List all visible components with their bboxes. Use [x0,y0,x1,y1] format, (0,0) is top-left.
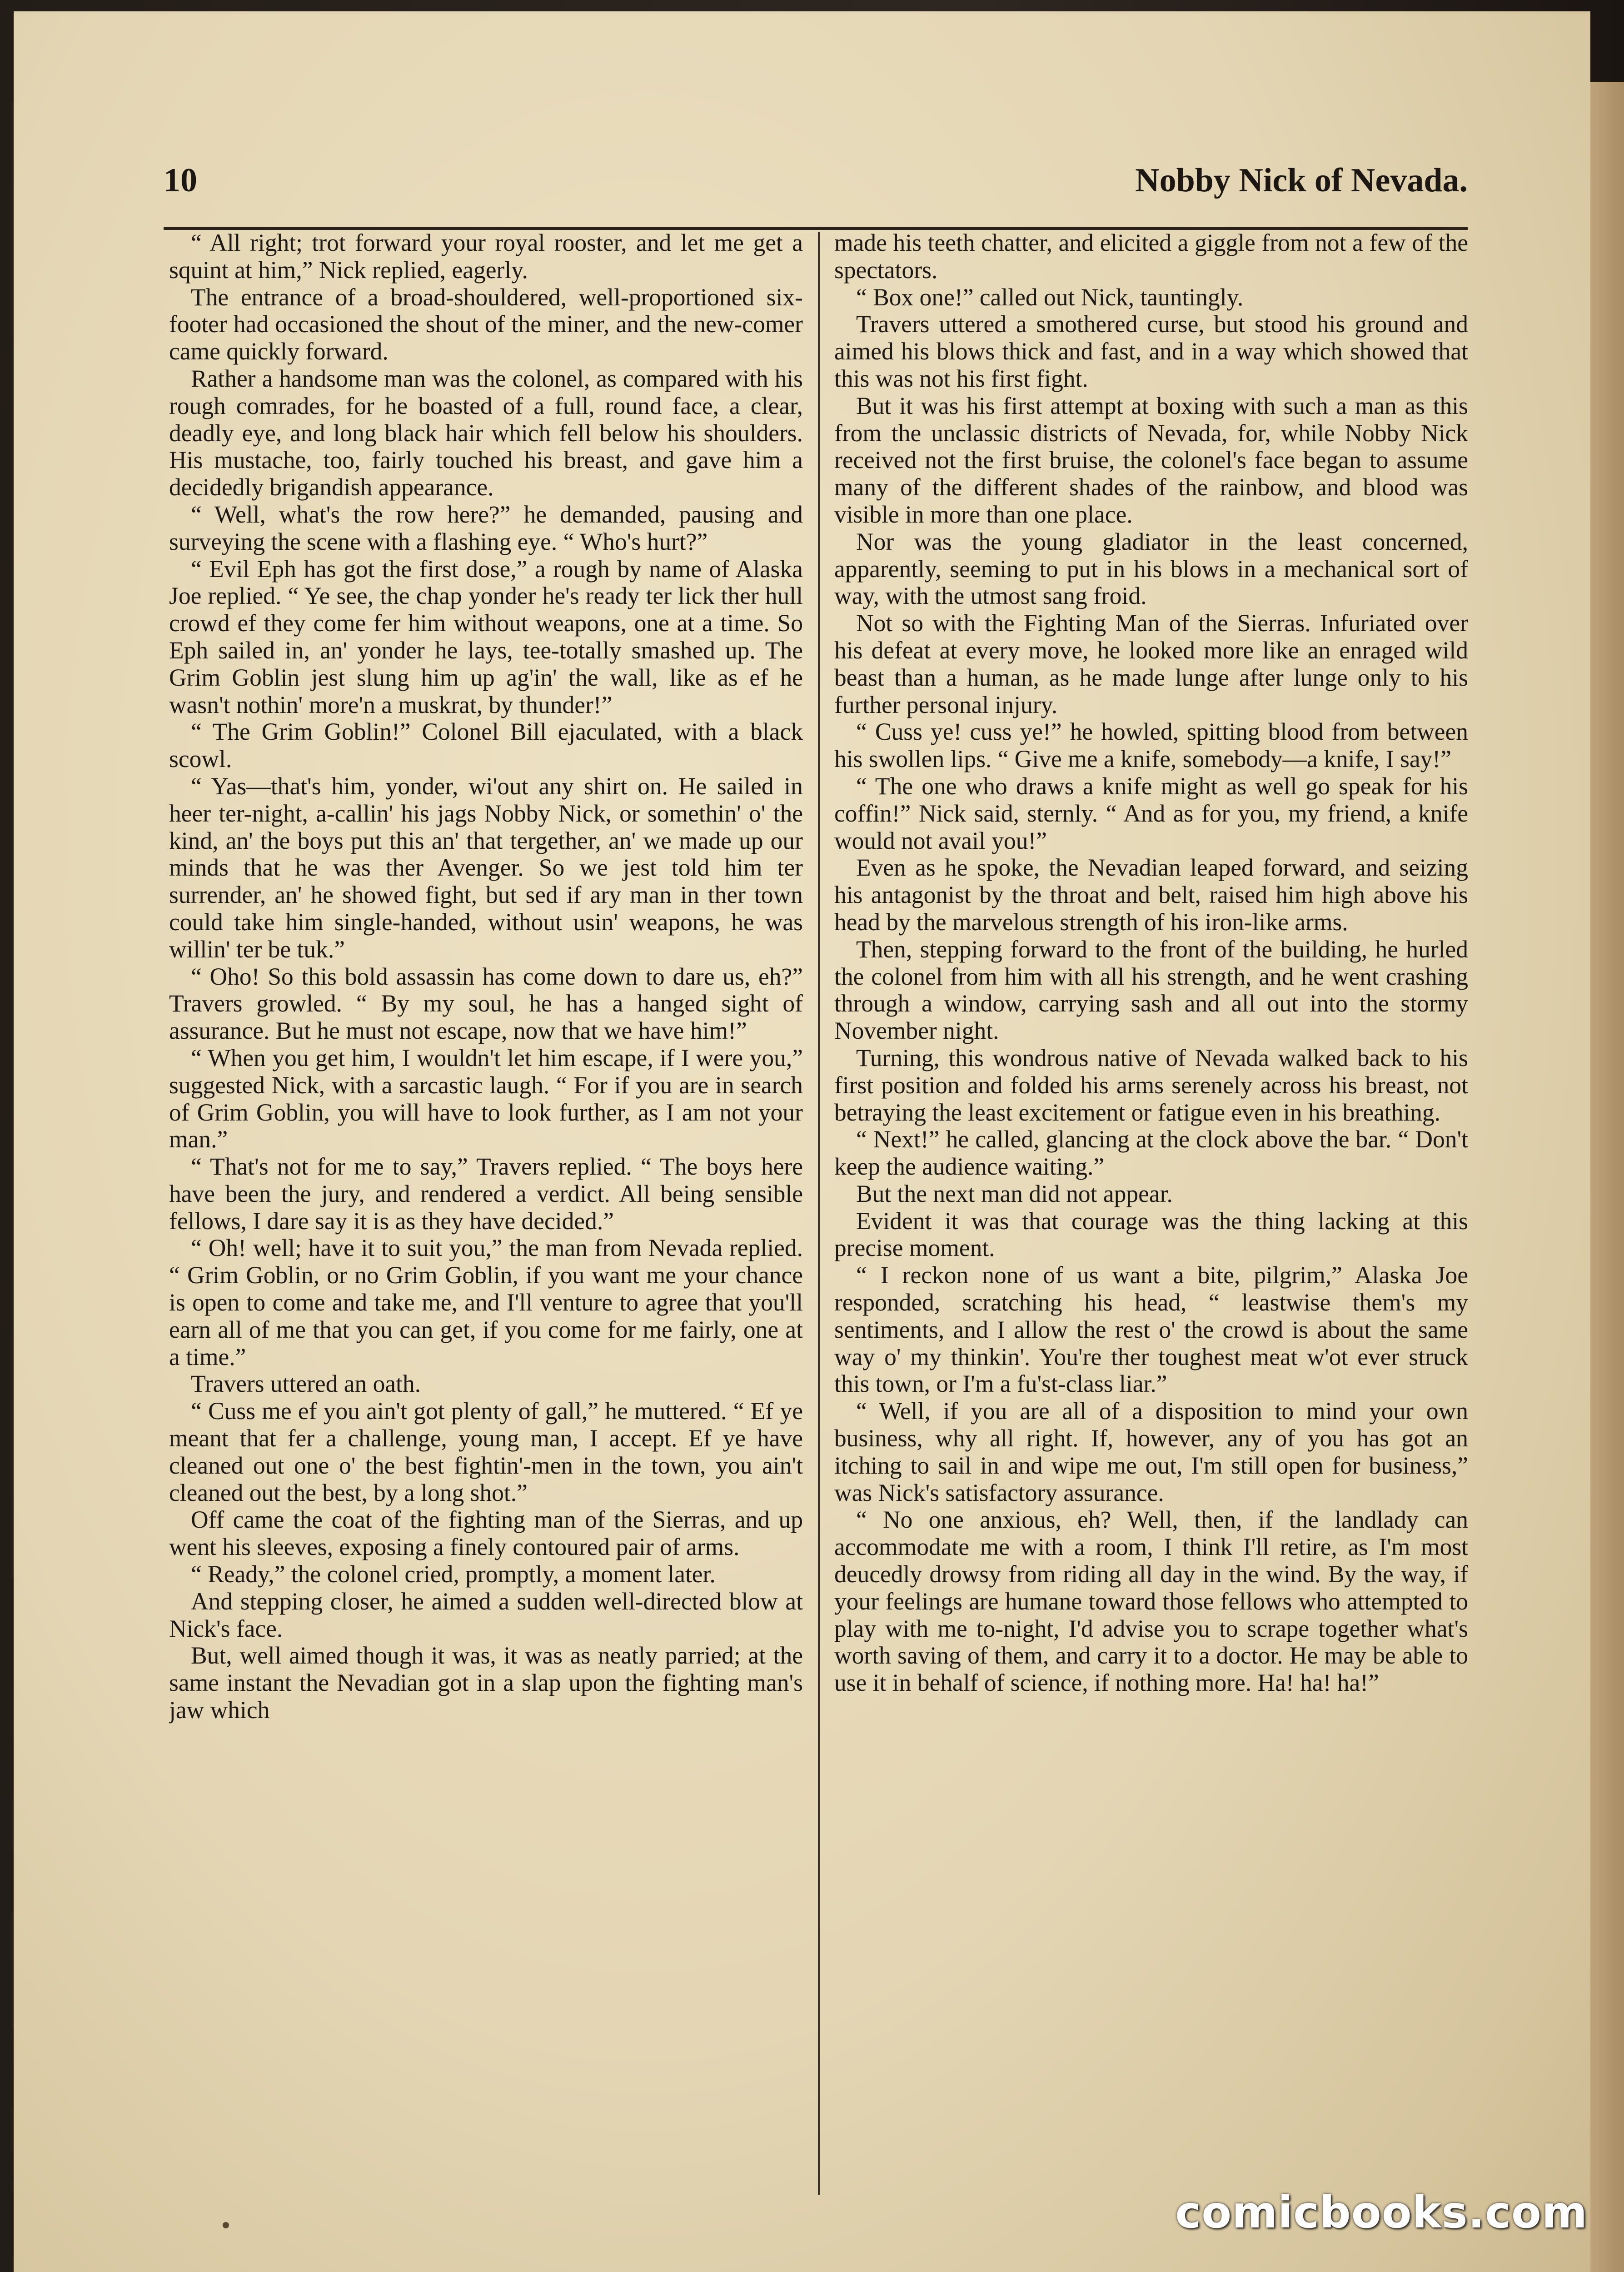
paragraph: And stepping closer, he aimed a sudden well-directed blow at Nick's face. [169,1587,803,1642]
paragraph: Evident it was that courage was the thing lacking at this precise moment. [834,1207,1468,1262]
left-column [169,229,803,2197]
paragraph: “ The Grim Goblin!” Colonel Bill ejaculated, with a black scowl. [169,718,803,773]
paragraph: But, well aimed though it was, it was as neatly parried; at the same instant the Nevadian got in a slap upon the fighting man's jaw which [169,1642,803,1724]
paragraph: “ Oh! well; have it to suit you,” the man from Nevada replied. “ Grim Goblin, or no Grim Goblin, if you want me your chance is open to come and take me, and I'll venture to agree that you'll earn all of me that you can get, if you come for me fairly, one at a time.” [169,1234,803,1370]
paragraph: “ Evil Eph has got the first dose,” a rough by name of Alaska Joe replied. “ Ye see, the chap yonder he's ready ter lick ther hull crowd ef they come fer him without weapons, one at a time. So Eph sailed in, an' yonder he lays, tee-totally smashed up. The Grim Goblin jest slung him up ag'in' the wall, like as ef he wasn't nothin' more'n a muskrat, by thunder!” [169,555,803,718]
paragraph: “ Oho! So this bold assassin has come down to dare us, eh?” Travers growled. “ By my soul, he has a hanged sight of assurance. But he must not escape, now that we have him!” [169,962,803,1045]
paragraph: “ Box one!” called out Nick, tauntingly. [856,283,1244,311]
paragraph: “ Cuss ye! cuss ye!” he howled, spitting blood from between his swollen lips. “ Give me a knife, somebody—a knife, I say!” [834,718,1468,773]
paragraph: Even as he spoke, the Nevadian leaped forward, and seizing his antagonist by the throat and belt, raised him high above his head by the marvelous strength of his iron-like arms. [834,854,1468,936]
paragraph: “ Ready,” the colonel cried, promptly, a moment later. [191,1560,716,1588]
paragraph: “ Well, what's the row here?” he demanded, pausing and surveying the scene with a flashing eye. “ Who's hurt?” [169,500,803,555]
running-title: Nobby Nick of Nevada. [1135,162,1468,199]
paragraph: “ When you get him, I wouldn't let him escape, if I were you,” suggested Nick, with a sarcastic laugh. “ For if you are in search of Grim Goblin, you will have to look further, as I am not your man.” [169,1044,803,1153]
ink-smudge [223,2222,229,2228]
paragraph: Travers uttered an oath. [191,1370,421,1398]
paragraph: “ Next!” he called, glancing at the clock above the bar. “ Don't keep the audience waiting.” [834,1126,1468,1181]
paragraph: “ That's not for me to say,” Travers replied. “ The boys here have been the jury, and rendered a verdict. All being sensible fellows, I dare say it is as they have decided.” [169,1153,803,1235]
paragraph: But the next man did not appear. [856,1180,1173,1207]
paragraph: Not so with the Fighting Man of the Sierras. Infuriated over his defeat at every move, he looked more like an enraged wild beast than a human, as he made lunge after lunge only to his further personal injury. [834,609,1468,718]
paragraph: Turning, this wondrous native of Nevada walked back to his first position and folded his arms serenely across his breast, not betraying the least excitement or fatigue even in his breathing. [834,1044,1468,1126]
page-header [164,161,1468,216]
paragraph: Off came the coat of the fighting man of the Sierras, and up went his sleeves, exposing a finely contoured pair of arms. [169,1506,803,1561]
paragraph: Then, stepping forward to the front of the building, he hurled the colonel from him with all his strength, and he went crashing through a window, carrying sash and all out into the stormy November night. [834,935,1468,1045]
paragraph: “ The one who draws a knife might as well go speak for his coffin!” Nick said, sternly. “ And as for you, my friend, a knife would not avail you!” [834,772,1468,854]
paragraph: But it was his first attempt at boxing with such a man as this from the unclassic districts of Nevada, for, while Nobby Nick received not the first bruise, the colonel's face began to assume many of the different shades of the rainbow, and blood was visible in more than one place. [834,392,1468,528]
paragraph: “ No one anxious, eh? Well, then, if the landlady can accommodate me with a room, I think I'll retire, as I'm most deucedly drowsy from riding all day in the wind. By the way, if your feelings are humane toward those fellows who attempted to play with me to-night, I'd advise you to scrape together what's worth saving of them, and carry it to a doctor. He may be able to use it in behalf of science, if nothing more. Ha! ha! ha!” [834,1506,1468,1697]
paragraph: “ I reckon none of us want a bite, pilgrim,” Alaska Joe responded, scratching his head, “ leastwise them's my sentiments, and I allow the rest o' the crowd is about the same way o' my thinkin'. You're ther toughest meat w'ot ever struck this town, or I'm a fu'st-class liar.” [834,1261,1468,1398]
paragraph: “ Cuss me ef you ain't got plenty of gall,” he muttered. “ Ef ye meant that fer a challenge, young man, I accept. Ef ye have cleaned out one o' the best fightin'-men in the town, you ain't cleaned out the best, by a long shot.” [169,1397,803,1506]
paragraph: “ Yas—that's him, yonder, wi'out any shirt on. He sailed in heer ter-night, a-callin' his jags Nobby Nick, or somethin' o' the kind, an' the boys put this an' that tergether, an' we made up our minds that he was ther Avenger. So we jest told him ter surrender, an' he showed fight, but sed if ary man in ther town could take him single-handed, without usin' weapons, he was willin' ter be tuk.” [169,772,803,963]
watermark: comicbooks.com [1175,2187,1588,2238]
paragraph: “ All right; trot forward your royal rooster, and let me get a squint at him,” Nick replied, eagerly. [169,229,803,284]
paragraph: “ Well, if you are all of a disposition to mind your own business, why all right. If, however, any of you has got an itching to sail in and wipe me out, I'm still open for business,” was Nick's satisfactory assurance. [834,1397,1468,1506]
column-divider [818,232,820,2195]
paragraph: Nor was the young gladiator in the least concerned, apparently, seeming to put in his blows in a mechanical sort of way, with the utmost sang froid. [834,528,1468,610]
paragraph: Travers uttered a smothered curse, but stood his ground and aimed his blows thick and fast, and in a way which showed that this was not his first fight. [834,310,1468,392]
paragraph: Rather a handsome man was the colonel, as compared with his rough comrades, for he boasted of a full, round face, a clear, deadly eye, and long black hair which fell below his shoulders. His mustache, too, fairly touched his breast, and gave him a decidedly brigandish appearance. [169,364,803,501]
paragraph: made his teeth chatter, and elicited a giggle from not a few of the spectators. [834,229,1468,284]
right-column [834,229,1468,2197]
paragraph: The entrance of a broad-shouldered, well-proportioned six-footer had occasioned the shout of the miner, and the new-comer came quickly forward. [169,283,803,365]
page-number: 10 [164,162,197,199]
